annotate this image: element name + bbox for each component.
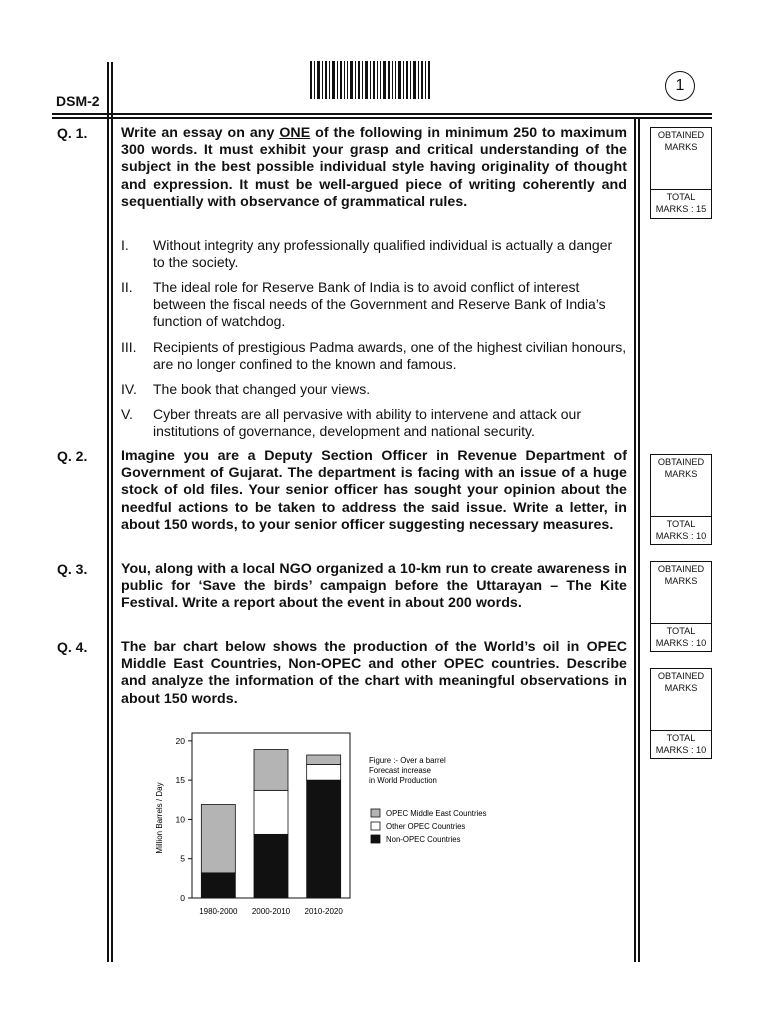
essay-option (121, 381, 627, 398)
marks-box (650, 454, 712, 545)
marks-box (650, 127, 712, 219)
header-rule (52, 113, 712, 115)
essay-option (121, 339, 627, 373)
total-marks-label: TOTAL MARKS : 15 (651, 189, 711, 215)
bar-segment (201, 873, 235, 898)
question-1-emphasis: ONE (279, 125, 311, 141)
obtained-marks-label: OBTAINED MARKS (657, 130, 705, 152)
x-tick-label: 2000-2010 (251, 907, 291, 916)
chart-legend (371, 809, 487, 844)
right-margin-rule (634, 118, 636, 962)
barcode (310, 61, 430, 99)
chart-note (369, 756, 446, 785)
option-number: IV. (121, 381, 137, 397)
question-number: Q. 2. (57, 448, 88, 464)
option-number: V. (121, 406, 133, 422)
obtained-marks-label: OBTAINED MARKS (657, 457, 705, 479)
bar-segment (254, 834, 288, 898)
legend-label: Other OPEC Countries (386, 822, 466, 831)
question-1-text (121, 125, 627, 211)
bar-segment (307, 780, 341, 898)
question-4-text: The bar chart below shows the production of the World’s oil in OPEC Middle East Countries, Non-OPEC and other OPEC countries. Describe and analyze the information of the chart with meaningful observations in about 150 words. (121, 639, 627, 707)
essay-option (121, 279, 627, 330)
page-number: 1 (665, 71, 695, 101)
option-text: The book that changed your views. (153, 381, 371, 397)
obtained-marks-label: OBTAINED MARKS (657, 564, 705, 586)
legend-label: Non-OPEC Countries (386, 835, 461, 844)
question-number: Q. 1. (57, 125, 88, 141)
y-tick-label: 15 (175, 775, 185, 786)
chart-note-line: Forecast increase (369, 766, 431, 775)
legend-swatch (371, 835, 380, 843)
oil-production-bar-chart (140, 725, 520, 925)
question-1-text-part: Write an essay on any (121, 125, 280, 141)
x-tick-label: 2010-2020 (304, 907, 343, 916)
question-1-text-part: of the following in minimum 250 to maximum 300 words. It must exhibit your grasp and critical understanding of the subject in the best possible individual style having originality of thought and expression. It must be well-argued piece of writing coherently and sequentially with observance of grammatical rules. (121, 125, 627, 210)
option-number: III. (121, 339, 137, 355)
bar-segment (307, 764, 341, 780)
option-text: The ideal role for Reserve Bank of India is to avoid conflict of interest between the fiscal needs of the Government and Reserve Bank of India’s function of watchdog. (153, 279, 606, 329)
total-marks-label: TOTAL MARKS : 10 (651, 623, 711, 649)
obtained-marks-label: OBTAINED MARKS (657, 671, 705, 693)
option-text: Recipients of prestigious Padma awards, one of the highest civilian honours, are no longer confined to the known and famous. (153, 339, 627, 372)
header-rule-2 (52, 117, 712, 119)
bar-segment (201, 805, 235, 873)
legend-label: OPEC Middle East Countries (386, 809, 487, 818)
essay-option (121, 406, 627, 440)
bar-segment (254, 790, 288, 834)
question-number: Q. 3. (57, 561, 88, 577)
y-tick-label: 20 (175, 735, 185, 746)
question-2-text: Imagine you are a Deputy Section Officer in Revenue Department of Government of Gujarat. The department is facing with an issue of a huge stock of old files. Your senior officer has sought your opinion about the needful actions to be taken to address the said issue. Write a letter, in about 150 words, to your senior officer suggesting necessary measures. (121, 448, 627, 533)
bar-segment (254, 750, 288, 791)
option-number: I. (121, 237, 129, 253)
right-margin-rule-inner (638, 118, 640, 962)
option-number: II. (121, 279, 133, 295)
question-number: Q. 4. (57, 639, 88, 655)
essay-option (121, 237, 627, 271)
chart-note-line: in World Production (369, 776, 437, 785)
marks-box (650, 561, 712, 652)
left-margin-rule-inner (111, 62, 113, 962)
x-tick-label: 1980-2000 (199, 907, 238, 916)
legend-swatch (371, 822, 380, 830)
marks-box (650, 668, 712, 759)
chart-note-line: Figure :- Over a barrel (369, 756, 446, 765)
left-margin-rule (107, 62, 109, 962)
bar-segment (307, 755, 341, 764)
y-tick-label: 5 (180, 853, 185, 864)
option-text: Cyber threats are all pervasive with ability to intervene and attack our institutions of governance, development and national security. (153, 406, 581, 439)
y-tick-label: 10 (175, 814, 185, 825)
total-marks-label: TOTAL MARKS : 10 (651, 516, 711, 542)
total-marks-label: TOTAL MARKS : 10 (651, 730, 711, 756)
y-axis-label: Million Barrels / Day (155, 782, 164, 854)
question-3-text: You, along with a local NGO organized a 10-km run to create awareness in public for ‘Save the birds’ campaign before the Uttarayan – The Kite Festival. Write a report about the event in about 200 words. (121, 561, 627, 612)
paper-code: DSM-2 (56, 93, 100, 109)
option-text: Without integrity any professionally qualified individual is actually a danger to the society. (153, 237, 613, 270)
y-tick-label: 0 (180, 893, 185, 903)
legend-swatch (371, 809, 380, 817)
